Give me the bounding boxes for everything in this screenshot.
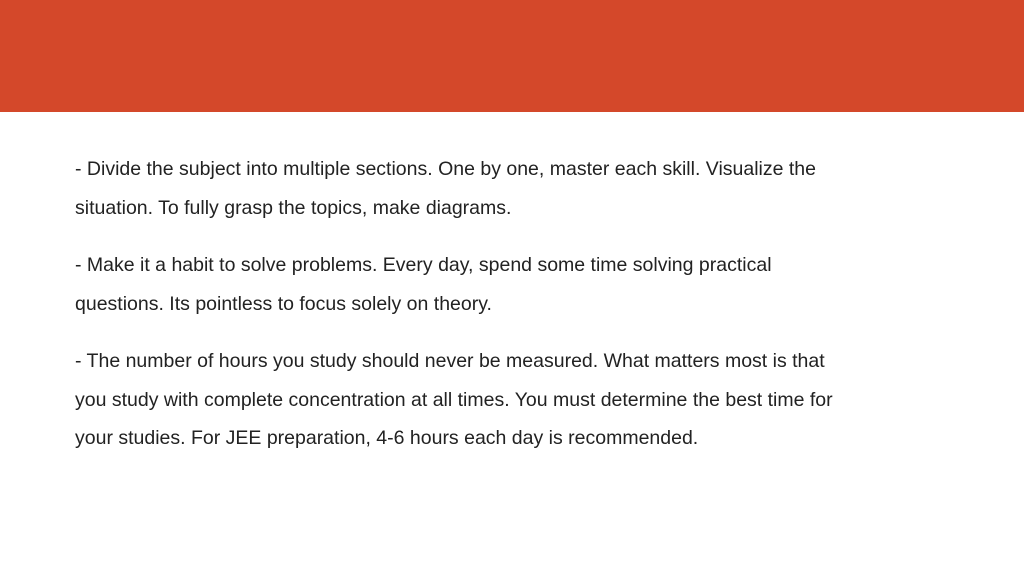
slide-body — [75, 150, 835, 477]
paragraph-study-sections: - Divide the subject into multiple sections. One by one, master each skill. Visualize the situation. To fully grasp the topics, make diagrams. — [75, 158, 816, 219]
header-band — [0, 0, 1024, 112]
paragraph-solve-problems: - Make it a habit to solve problems. Every day, spend some time solving practical questions. Its pointless to focus solely on theory. — [75, 254, 772, 315]
paragraph-study-hours: - The number of hours you study should never be measured. What matters most is that you study with complete concentration at all times. You must determine the best time for your studies. For JEE preparation, 4-6 hours each day is recommended. — [75, 350, 833, 449]
